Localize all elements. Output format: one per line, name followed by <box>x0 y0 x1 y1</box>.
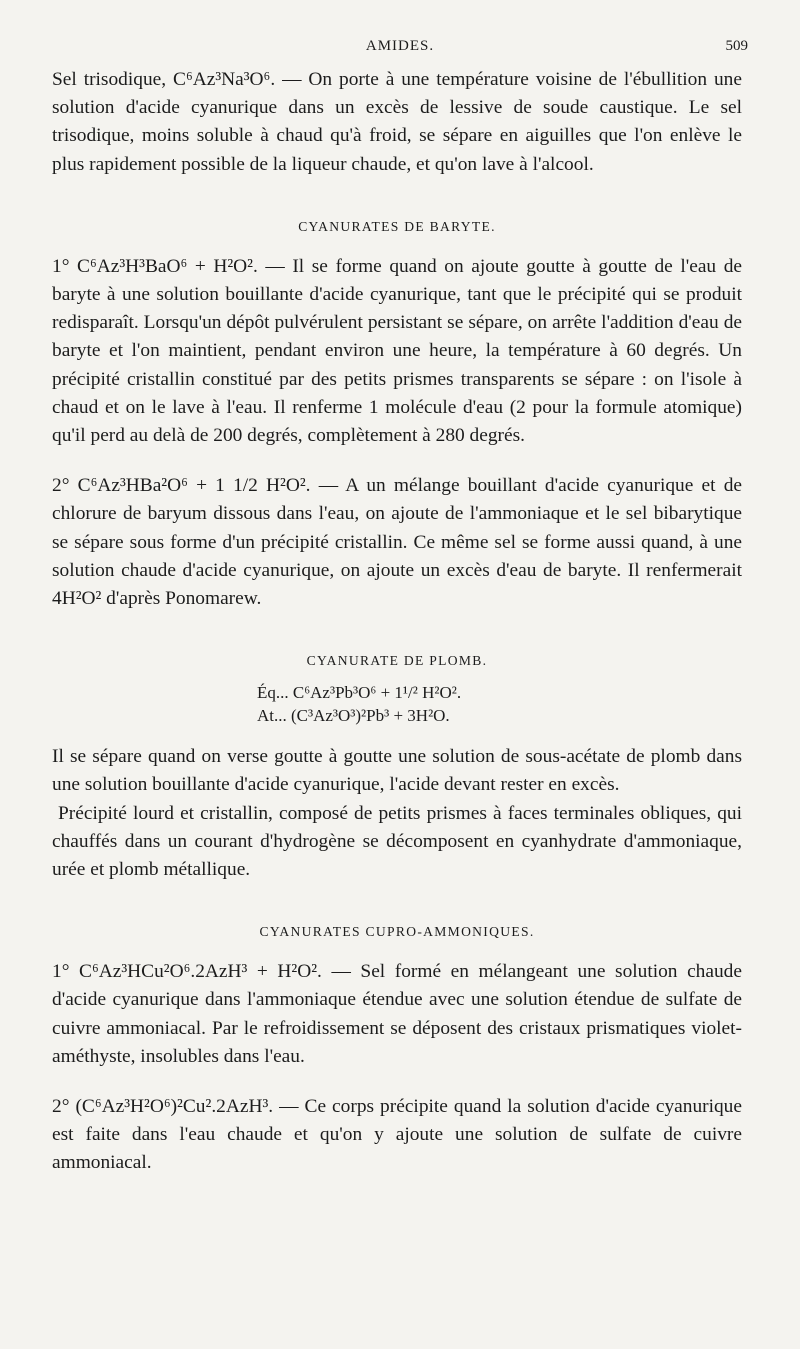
paragraph-baryte-2: 2° C⁶Az³HBa²O⁶ + 1 1/2 H²O². — A un mélange bouillant d'acide cyanurique et de chlorure de baryum dissous dans l'eau, on ajoute de l'ammoniaque et le sel bibarytique se sépare sous forme d'un précipité cristallin. Ce même sel se forme aussi quand, à une solution chaude d'acide cyanurique, on ajoute un excès d'eau de baryte. Il renfermerait 4H²O² d'après Ponomarew. <box>52 475 742 610</box>
paragraph-cupro-2: 2° (C⁶Az³H²O⁶)²Cu².2AzH³. — Ce corps précipite quand la solution d'acide cyanurique est faite dans l'eau chaude et qu'on y ajoute une solution de sulfate de cuivre ammoniacal. <box>52 1096 742 1174</box>
paragraph-cupro-1: 1° C⁶Az³HCu²O⁶.2AzH³ + H²O². — Sel formé en mélangeant une solution chaude d'acide cyanurique dans l'ammoniaque étendue avec une solution étendue de sulfate de cuivre ammoniacal. Par le refroidissement se déposent des cristaux prismatiques violet-améthyste, insolubles dans l'eau. <box>52 961 742 1067</box>
page-number: 509 <box>725 38 748 54</box>
paragraph-baryte-1: 1° C⁶Az³H³BaO⁶ + H²O². — Il se forme quand on ajoute goutte à goutte de l'eau de baryte à une solution bouillante d'acide cyanurique, tant que le précipité qui se produit redisparaît. Lorsqu'un dépôt pulvérulent persistant se sépare, on arrête l'addition d'eau de baryte et l'on maintient, pendant environ une heure, la température à 60 degrés. Un précipité cristallin constitué par des petits prismes transparents se sépare : on l'isole à chaud et on le lave à l'eau. Il renferme 1 molécule d'eau (2 pour la formule atomique) qu'il perd au delà de 200 degrés, complètement à 280 degrés. <box>52 255 742 447</box>
formula-atomic: At... (C³Az³O³)²Pb³ + 3H²O. <box>257 706 450 726</box>
paragraph-sel-trisodique: Sel trisodique, C⁶Az³Na³O⁶. — On porte à une température voisine de l'ébullition une solution d'acide cyanurique dans un excès de lessive de soude caustique. Le sel trisodique, moins soluble à chaud qu'à froid, se sépare en aiguilles que l'on enlève le plus rapidement possible de la liqueur chaude, et qu'on lave à l'alcool. <box>52 69 742 175</box>
section-title-baryte: CYANURATES DE BARYTE. <box>298 218 496 234</box>
section-title-plomb: CYANURATE DE PLOMB. <box>306 653 488 669</box>
page-header <box>52 38 748 62</box>
paragraph-plomb-1: Il se sépare quand on verse goutte à goutte une solution de sous-acétate de plomb dans une solution bouillante d'acide cyanurique, l'acide devant rester en excès. <box>52 746 742 796</box>
formula-equivalent: Éq... C⁶Az³Pb³O⁶ + 1¹/² H²O². <box>257 683 462 703</box>
formula-block <box>257 681 742 727</box>
page-body <box>52 66 742 1178</box>
section-title-cupro: CYANURATES CUPRO-AMMONIQUES. <box>259 924 535 940</box>
running-title: AMIDES. <box>365 38 435 54</box>
paragraph-plomb-2: Précipité lourd et cristallin, composé de petits prismes à faces terminales obliques, qui chauffés dans un courant d'hydrogène se décomposent en cyanhydrate d'ammoniaque, urée et plomb métallique. <box>52 802 742 881</box>
